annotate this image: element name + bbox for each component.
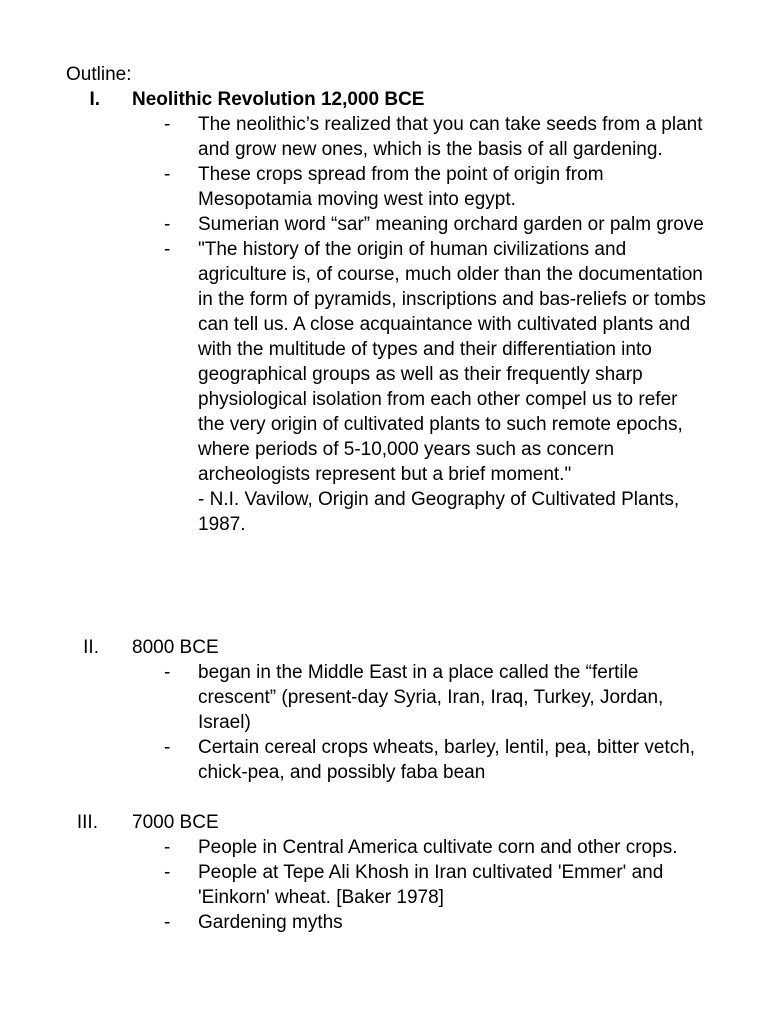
dash-bullet: -: [164, 662, 171, 683]
section-numeral: I.: [89, 89, 100, 110]
dash-bullet: -: [164, 862, 171, 883]
dash-bullet: -: [164, 837, 171, 858]
bullet-text: Sumerian word “sar” meaning orchard garden or palm grove: [198, 214, 704, 235]
section-3: [0, 810, 768, 935]
bullet-text: People in Central America cultivate corn and other crops.: [198, 837, 678, 858]
section-heading: [0, 87, 768, 112]
bullet-text: began in the Middle East in a place called the “fertile crescent” (present-day Syria, Iran, Iraq, Turkey, Jordan, Israel): [198, 662, 664, 733]
section-2: [0, 635, 768, 785]
list-item: [0, 237, 708, 537]
section-heading: [0, 810, 768, 835]
bullet-text: People at Tepe Ali Khosh in Iran cultivated 'Emmer' and 'Einkorn' wheat. [Baker 1978]: [198, 862, 664, 908]
list-item: [0, 735, 708, 785]
section-title: 7000 BCE: [132, 812, 219, 833]
dash-bullet: -: [164, 912, 171, 933]
list-item: [0, 835, 708, 860]
section-1: [0, 87, 768, 537]
list-item: [0, 162, 708, 212]
outline-label: Outline:: [66, 64, 132, 85]
dash-bullet: -: [164, 164, 171, 185]
list-item: [0, 112, 708, 162]
section-heading: [0, 635, 768, 660]
list-item: [0, 910, 708, 935]
bullet-text: These crops spread from the point of origin from Mesopotamia moving west into egypt.: [198, 164, 604, 210]
dash-bullet: -: [164, 214, 171, 235]
dash-bullet: -: [164, 114, 171, 135]
dash-bullet: -: [164, 239, 171, 260]
quote-text: "The history of the origin of human civilizations and agriculture is, of course, much older than the documentation in the form of pyramids, inscriptions and bas-reliefs or tombs can tell us. A close acquaintance with cultivated plants and with the multitude of types and their differentiation into geographical groups as well as their frequently sharp physiological isolation from each other compel us to refer the very origin of cultivated plants to such remote epochs, where periods of 5-10,000 years such as concern archeologists represent but a brief moment.": [198, 239, 706, 485]
list-item: [0, 860, 708, 910]
bullet-text: Certain cereal crops wheats, barley, lentil, pea, bitter vetch, chick-pea, and possibly faba bean: [198, 737, 696, 783]
section-title: Neolithic Revolution 12,000 BCE: [132, 89, 425, 110]
section-numeral: III.: [76, 812, 98, 833]
bullet-list: [0, 660, 768, 785]
list-item: [0, 212, 708, 237]
bullet-list: [0, 835, 768, 935]
section-numeral: II.: [83, 637, 99, 658]
bullet-list: [0, 112, 768, 537]
quote-attribution: - N.I. Vavilow, Origin and Geography of Cultivated Plants, 1987.: [198, 489, 680, 535]
dash-bullet: -: [164, 737, 171, 758]
bullet-text: Gardening myths: [198, 912, 343, 933]
list-item: [0, 660, 708, 735]
bullet-text: The neolithic’s realized that you can take seeds from a plant and grow new ones, which is the basis of all gardening.: [198, 114, 703, 160]
section-title: 8000 BCE: [132, 637, 219, 658]
